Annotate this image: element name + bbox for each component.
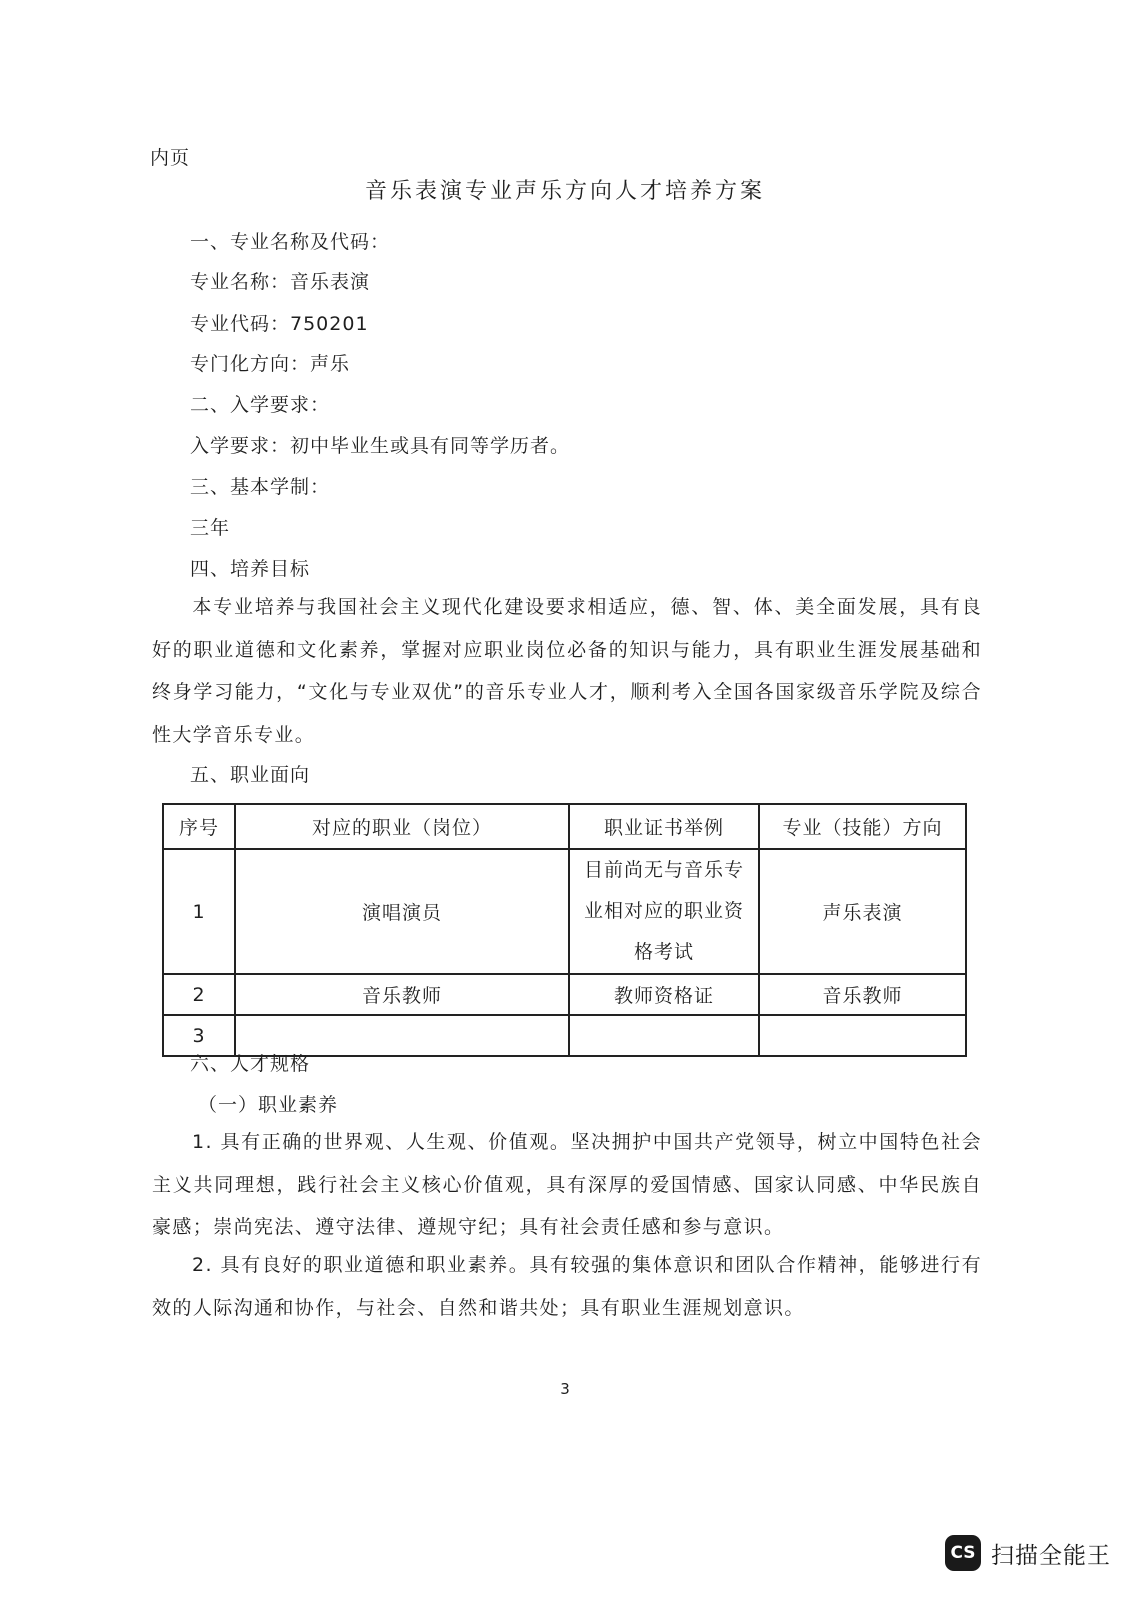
table-row	[163, 1015, 966, 1056]
section6-subheading: （一）职业素养	[198, 1094, 339, 1116]
table-header-row	[163, 804, 966, 849]
major-code: 专业代码：750201	[190, 313, 369, 335]
section3-heading: 三、基本学制：	[190, 476, 331, 498]
section4-heading: 四、培养目标	[190, 558, 311, 580]
training-goal-paragraph	[152, 586, 982, 756]
table-cell: 2	[163, 974, 235, 1015]
admission-requirement: 入学要求：初中毕业生或具有同等学历者。	[190, 435, 571, 457]
quality-item-1	[152, 1121, 982, 1249]
section6-heading: 六、人才规格	[190, 1053, 311, 1075]
section1-heading: 一、专业名称及代码：	[190, 231, 391, 253]
scanner-logo	[945, 1535, 1111, 1571]
quality-item-2	[152, 1244, 982, 1329]
table-cell: 演唱演员	[235, 849, 569, 974]
scanner-app-name: 扫描全能王	[991, 1542, 1111, 1569]
section5-heading: 五、职业面向	[190, 764, 311, 786]
table-cell: 音乐教师	[759, 974, 966, 1015]
quality-item-1-text: 1. 具有正确的世界观、人生观、价值观。坚决拥护中国共产党领导，树立中国特色社会主义共同理想，践行社会主义核心价值观，具有深厚的爱国情感、国家认同感、中华民族自豪感；崇尚宪法、遵守法律、遵规守纪；具有社会责任感和参与意识。	[152, 1131, 982, 1238]
study-duration: 三年	[190, 517, 231, 539]
table-cell	[569, 1015, 759, 1056]
table-row	[163, 849, 966, 974]
major-direction: 专门化方向：声乐	[190, 353, 351, 375]
table-header-cell: 职业证书举例	[569, 804, 759, 849]
cs-logo-icon: CS	[945, 1535, 981, 1571]
table-header-cell: 专业（技能）方向	[759, 804, 966, 849]
training-goal-text: 本专业培养与我国社会主义现代化建设要求相适应，德、智、体、美全面发展，具有良好的职业道德和文化素养，掌握对应职业岗位必备的知识与能力，具有职业生涯发展基础和终身学习能力，“文化与专业双优”的音乐专业人才，顺利考入全国各国家级音乐学院及综合性大学音乐专业。	[152, 596, 982, 746]
table-cell: 目前尚无与音乐专业相对应的职业资格考试	[569, 849, 759, 974]
table-cell: 3	[163, 1015, 235, 1056]
table-header-cell: 序号	[163, 804, 235, 849]
table-cell: 教师资格证	[569, 974, 759, 1015]
table-cell	[235, 1015, 569, 1056]
table-row	[163, 974, 966, 1015]
table-header-cell: 对应的职业（岗位）	[235, 804, 569, 849]
header-label: 内页	[150, 147, 191, 169]
table-cell: 声乐表演	[759, 849, 966, 974]
table-cell: 音乐教师	[235, 974, 569, 1015]
major-name: 专业名称：音乐表演	[190, 271, 371, 293]
career-table	[162, 803, 967, 1057]
table-cell	[759, 1015, 966, 1056]
page-title: 音乐表演专业声乐方向人才培养方案	[364, 179, 765, 204]
table-cell: 1	[163, 849, 235, 974]
section2-heading: 二、入学要求：	[190, 394, 331, 416]
page-number: 3	[560, 1380, 570, 1398]
quality-item-2-text: 2. 具有良好的职业道德和职业素养。具有较强的集体意识和团队合作精神，能够进行有效的人际沟通和协作，与社会、自然和谐共处；具有职业生涯规划意识。	[152, 1254, 982, 1319]
